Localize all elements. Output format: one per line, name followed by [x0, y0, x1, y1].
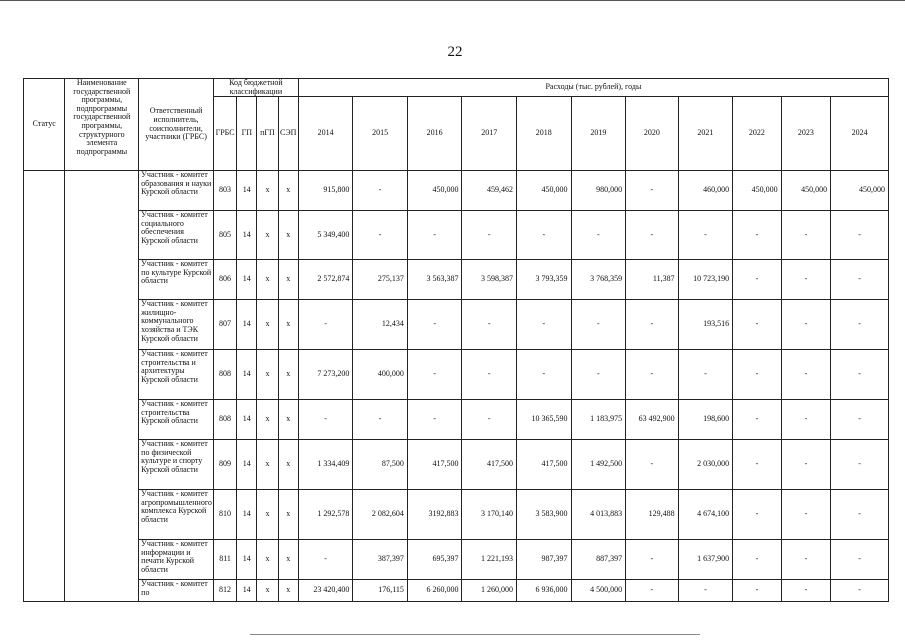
header-code-col: ГРБС — [213, 97, 236, 171]
code-gp-cell: 14 — [237, 350, 257, 400]
table-row — [24, 171, 889, 211]
value-cell: - — [298, 540, 353, 580]
value-cell: 1 292,578 — [298, 490, 353, 540]
value-cell: 3 563,387 — [407, 260, 462, 300]
value-cell: 7 273,200 — [298, 350, 353, 400]
value-cell: 275,137 — [353, 260, 408, 300]
value-cell: - — [626, 211, 679, 260]
value-cell: 10 365,590 — [517, 400, 572, 440]
header-year: 2020 — [626, 97, 679, 171]
value-cell: - — [517, 300, 572, 350]
value-cell: - — [733, 540, 781, 580]
header-year: 2017 — [462, 97, 517, 171]
value-cell: 417,500 — [462, 440, 517, 490]
value-cell: 4 013,883 — [571, 490, 626, 540]
code-grbs-cell: 809 — [213, 440, 236, 490]
code-gp-cell: 14 — [237, 211, 257, 260]
value-cell: 198,600 — [678, 400, 733, 440]
code-sep-cell: x — [278, 540, 298, 580]
value-cell: 1 260,000 — [462, 580, 517, 602]
executor-cell: Участник - комитет агропромышленного комплекса Курской области — [139, 490, 214, 540]
code-sep-cell: x — [278, 171, 298, 211]
value-cell: 450,000 — [407, 171, 462, 211]
code-pgp-cell: x — [257, 400, 278, 440]
value-cell: - — [831, 211, 889, 260]
code-grbs-cell: 810 — [213, 490, 236, 540]
value-cell: - — [626, 300, 679, 350]
value-cell: 2 030,000 — [678, 440, 733, 490]
code-grbs-cell: 811 — [213, 540, 236, 580]
value-cell: - — [733, 300, 781, 350]
executor-cell: Участник - комитет жилищно-коммунального хозяйства и ТЭК Курской области — [139, 300, 214, 350]
value-cell: 2 082,604 — [353, 490, 408, 540]
header-budget-code: Код бюджетной классификации — [213, 79, 298, 97]
value-cell: 12,434 — [353, 300, 408, 350]
value-cell: 417,500 — [517, 440, 572, 490]
value-cell: 2 572,874 — [298, 260, 353, 300]
code-gp-cell: 14 — [237, 440, 257, 490]
table-row — [24, 350, 889, 400]
table-row — [24, 300, 889, 350]
value-cell: - — [626, 171, 679, 211]
value-cell: 695,397 — [407, 540, 462, 580]
value-cell: - — [733, 440, 781, 490]
header-executor: Ответственный исполнитель, соисполнители, участники (ГРБС) — [139, 79, 214, 171]
value-cell: - — [831, 540, 889, 580]
executor-cell: Участник - комитет по культуре Курской области — [139, 260, 214, 300]
value-cell: 23 420,400 — [298, 580, 353, 602]
value-cell: 3 768,359 — [571, 260, 626, 300]
header-year: 2018 — [517, 97, 572, 171]
table-row — [24, 490, 889, 540]
value-cell: - — [571, 350, 626, 400]
code-sep-cell: x — [278, 260, 298, 300]
bottom-border-line — [250, 634, 700, 635]
code-grbs-cell: 808 — [213, 400, 236, 440]
value-cell: - — [571, 211, 626, 260]
executor-cell: Участник - комитет образования и науки Курской области — [139, 171, 214, 211]
header-year: 2022 — [733, 97, 781, 171]
value-cell: - — [462, 400, 517, 440]
header-year: 2021 — [678, 97, 733, 171]
value-cell: 1 492,500 — [571, 440, 626, 490]
code-gp-cell: 14 — [237, 490, 257, 540]
value-cell: 11,387 — [626, 260, 679, 300]
code-pgp-cell: x — [257, 260, 278, 300]
code-sep-cell: x — [278, 490, 298, 540]
header-year: 2023 — [781, 97, 831, 171]
table-row — [24, 400, 889, 440]
value-cell: 3 583,900 — [517, 490, 572, 540]
header-code-col: СЭП — [278, 97, 298, 171]
value-cell: - — [407, 400, 462, 440]
value-cell: 193,516 — [678, 300, 733, 350]
value-cell: - — [407, 350, 462, 400]
value-cell: - — [781, 400, 831, 440]
value-cell: - — [353, 211, 408, 260]
value-cell: 915,800 — [298, 171, 353, 211]
value-cell: - — [781, 540, 831, 580]
value-cell: - — [733, 580, 781, 602]
value-cell: 6 936,000 — [517, 580, 572, 602]
value-cell: 450,000 — [733, 171, 781, 211]
code-sep-cell: x — [278, 300, 298, 350]
code-pgp-cell: x — [257, 490, 278, 540]
header-code-col: пГП — [257, 97, 278, 171]
code-grbs-cell: 805 — [213, 211, 236, 260]
table-row — [24, 540, 889, 580]
code-sep-cell: x — [278, 211, 298, 260]
value-cell: - — [781, 580, 831, 602]
code-sep-cell: x — [278, 440, 298, 490]
value-cell: - — [626, 350, 679, 400]
value-cell: - — [831, 440, 889, 490]
value-cell: - — [831, 260, 889, 300]
code-pgp-cell: x — [257, 350, 278, 400]
code-pgp-cell: x — [257, 211, 278, 260]
code-sep-cell: x — [278, 350, 298, 400]
value-cell: - — [733, 211, 781, 260]
code-grbs-cell: 807 — [213, 300, 236, 350]
value-cell: - — [626, 580, 679, 602]
value-cell: 3 793,359 — [517, 260, 572, 300]
value-cell: 1 637,900 — [678, 540, 733, 580]
value-cell: - — [733, 400, 781, 440]
value-cell: 887,397 — [571, 540, 626, 580]
executor-cell: Участник - комитет строительства и архитектуры Курской области — [139, 350, 214, 400]
value-cell: - — [571, 300, 626, 350]
code-grbs-cell: 806 — [213, 260, 236, 300]
header-year: 2016 — [407, 97, 462, 171]
value-cell: 1 183,975 — [571, 400, 626, 440]
code-grbs-cell: 812 — [213, 580, 236, 602]
table-row — [24, 440, 889, 490]
value-cell: 3192,883 — [407, 490, 462, 540]
value-cell: 450,000 — [831, 171, 889, 211]
header-code-col: ГП — [237, 97, 257, 171]
value-cell: 400,000 — [353, 350, 408, 400]
value-cell: 6 260,000 — [407, 580, 462, 602]
header-expenses: Расходы (тыс. рублей), годы — [298, 79, 888, 97]
code-grbs-cell: 803 — [213, 171, 236, 211]
value-cell: - — [781, 440, 831, 490]
value-cell: - — [733, 350, 781, 400]
value-cell: - — [353, 171, 408, 211]
value-cell: - — [831, 300, 889, 350]
table-row — [24, 260, 889, 300]
value-cell: - — [781, 490, 831, 540]
page-number: 22 — [447, 44, 463, 60]
value-cell: - — [831, 350, 889, 400]
value-cell: 3 170,140 — [462, 490, 517, 540]
value-cell: - — [781, 300, 831, 350]
value-cell: - — [781, 350, 831, 400]
code-pgp-cell: x — [257, 300, 278, 350]
header-status: Статус — [24, 79, 65, 171]
value-cell: - — [781, 260, 831, 300]
budget-table — [23, 78, 889, 602]
executor-cell: Участник - комитет по физической культуре и спорту Курской области — [139, 440, 214, 490]
value-cell: - — [462, 350, 517, 400]
code-sep-cell: x — [278, 400, 298, 440]
code-gp-cell: 14 — [237, 300, 257, 350]
value-cell: 63 492,900 — [626, 400, 679, 440]
value-cell: - — [733, 260, 781, 300]
value-cell: - — [678, 580, 733, 602]
value-cell: 87,500 — [353, 440, 408, 490]
value-cell: 460,000 — [678, 171, 733, 211]
code-pgp-cell: x — [257, 580, 278, 602]
value-cell: - — [353, 400, 408, 440]
value-cell: 4 500,000 — [571, 580, 626, 602]
value-cell: 450,000 — [517, 171, 572, 211]
executor-cell: Участник - комитет строительства Курской области — [139, 400, 214, 440]
code-gp-cell: 14 — [237, 171, 257, 211]
table-row — [24, 580, 889, 602]
value-cell: - — [462, 211, 517, 260]
code-gp-cell: 14 — [237, 540, 257, 580]
status-cell — [24, 171, 65, 602]
value-cell: - — [678, 211, 733, 260]
value-cell: - — [781, 211, 831, 260]
value-cell: - — [678, 350, 733, 400]
code-grbs-cell: 808 — [213, 350, 236, 400]
value-cell: - — [462, 300, 517, 350]
value-cell: - — [831, 580, 889, 602]
value-cell: 5 349,400 — [298, 211, 353, 260]
value-cell: - — [517, 211, 572, 260]
table-row — [24, 211, 889, 260]
header-year: 2014 — [298, 97, 353, 171]
value-cell: - — [517, 350, 572, 400]
executor-cell: Участник - комитет социального обеспечения Курской области — [139, 211, 214, 260]
value-cell: 987,397 — [517, 540, 572, 580]
value-cell: - — [407, 300, 462, 350]
code-pgp-cell: x — [257, 440, 278, 490]
value-cell: 980,000 — [571, 171, 626, 211]
value-cell: 459,462 — [462, 171, 517, 211]
program-name-cell — [65, 171, 139, 602]
code-sep-cell: x — [278, 580, 298, 602]
value-cell: 3 598,387 — [462, 260, 517, 300]
header-year: 2015 — [353, 97, 408, 171]
value-cell: - — [298, 300, 353, 350]
value-cell: - — [626, 440, 679, 490]
code-pgp-cell: x — [257, 540, 278, 580]
header-year: 2019 — [571, 97, 626, 171]
value-cell: 1 221,193 — [462, 540, 517, 580]
value-cell: - — [407, 211, 462, 260]
executor-cell: Участник - комитет информации и печати Курской области — [139, 540, 214, 580]
header-year: 2024 — [831, 97, 889, 171]
header-name: Наименование государственной программы, подпрограммы государственной программы, структурного элемента подпрограммы — [65, 79, 139, 171]
value-cell: - — [298, 400, 353, 440]
executor-cell: Участник - комитет по — [139, 580, 214, 602]
value-cell: - — [831, 490, 889, 540]
top-border-line — [0, 0, 905, 1]
value-cell: 387,397 — [353, 540, 408, 580]
value-cell: - — [831, 400, 889, 440]
code-gp-cell: 14 — [237, 580, 257, 602]
code-pgp-cell: x — [257, 171, 278, 211]
value-cell: 1 334,409 — [298, 440, 353, 490]
value-cell: 4 674,100 — [678, 490, 733, 540]
value-cell: - — [733, 490, 781, 540]
value-cell: - — [626, 540, 679, 580]
value-cell: 450,000 — [781, 171, 831, 211]
value-cell: 176,115 — [353, 580, 408, 602]
value-cell: 417,500 — [407, 440, 462, 490]
value-cell: 10 723,190 — [678, 260, 733, 300]
code-gp-cell: 14 — [237, 260, 257, 300]
code-gp-cell: 14 — [237, 400, 257, 440]
value-cell: 129,488 — [626, 490, 679, 540]
